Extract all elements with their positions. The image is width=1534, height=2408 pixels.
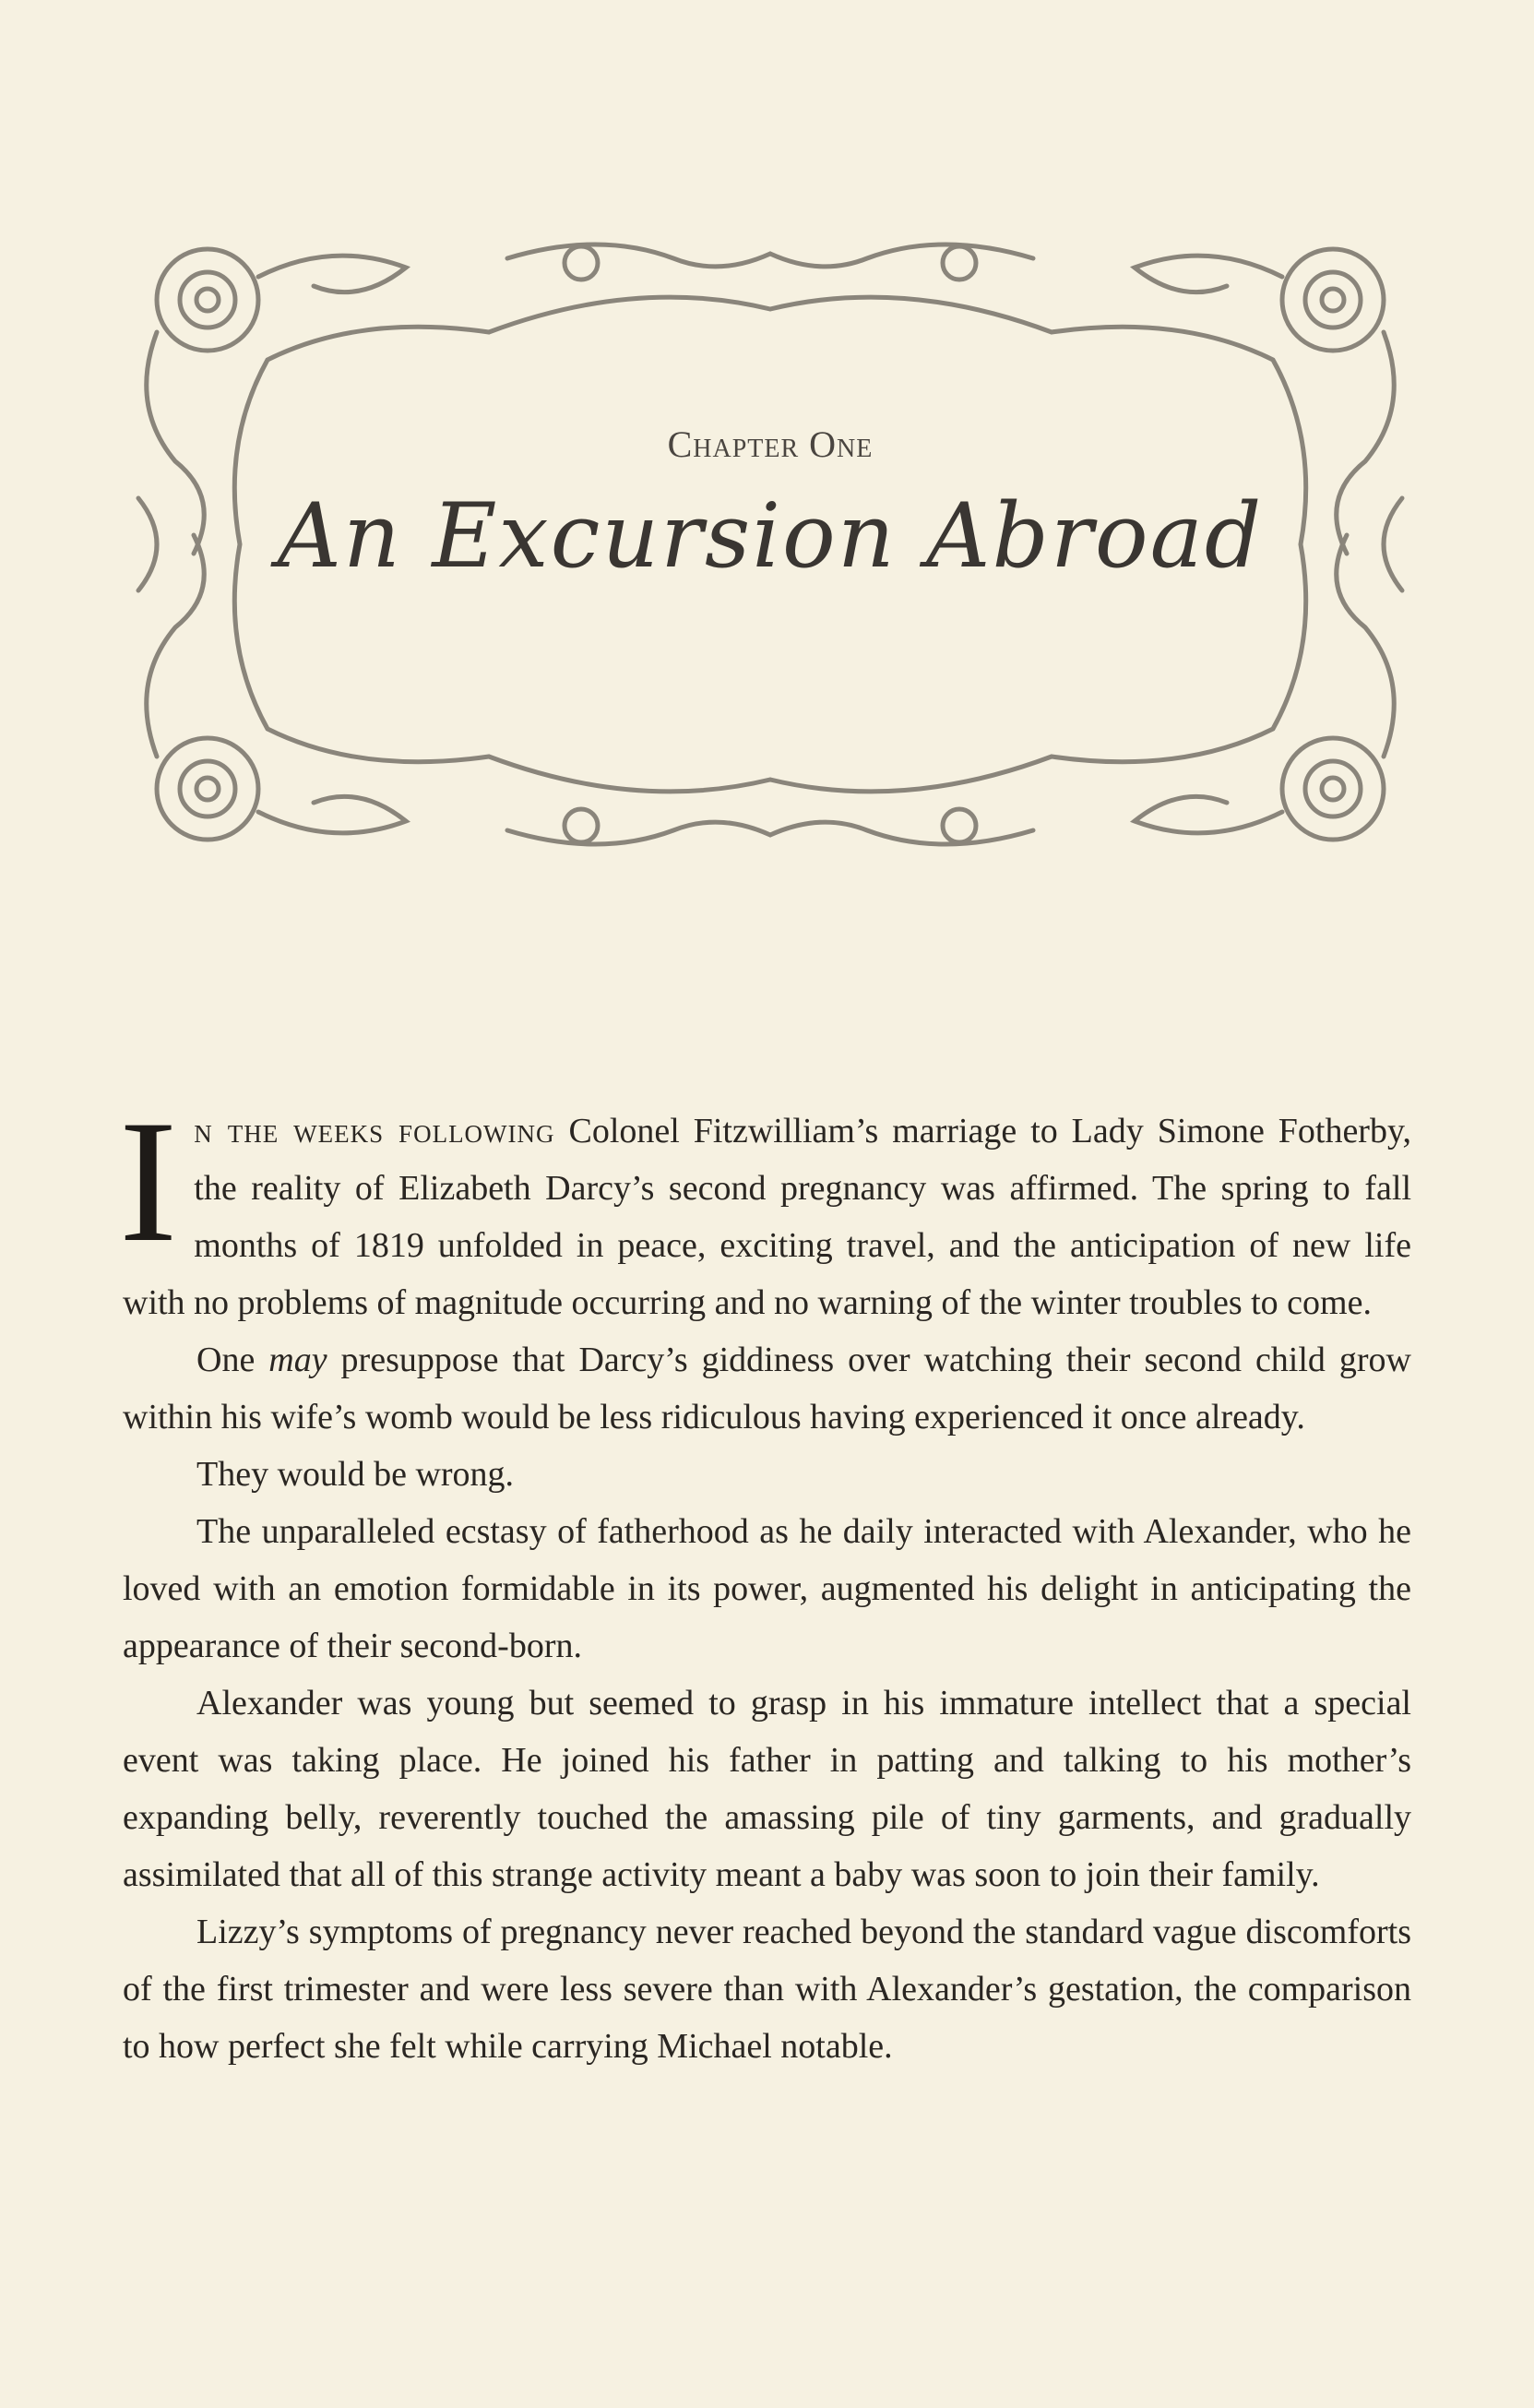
paragraph-5: Alexander was young but seemed to grasp in his immature intellect that a special event was taking place. He joined his father in patting and talking to his mother’s expanding belly, reverently touched the amassing pile of tiny garments, and gradually assimilated that all of this strange activity meant a baby was soon to join their family.	[123, 1684, 1411, 1894]
paragraph-3: They would be wrong.	[196, 1455, 515, 1494]
drop-cap: I	[119, 1085, 178, 1279]
body-text	[119, 1085, 1411, 2075]
paragraph-6: Lizzy’s symptoms of pregnancy never reached beyond the standard vague discomforts of the first trimester and were less severe than with Alexander’s gestation, the comparison to how perfect she felt while carrying Michael notable.	[123, 1913, 1411, 2066]
paragraph-1-text: Colonel Fitzwilliam’s marriage to Lady Simone Fotherby, the reality of Elizabeth Darcy’s second pregnancy was affirmed. The spring to fall months of 1819 unfolded in peace, exciting travel, and the anticipation of new life with no problems of magnitude occurring and no warning of the winter troubles to come.	[123, 1112, 1411, 1322]
lead-in-small-caps: n the weeks following	[194, 1112, 555, 1150]
chapter-number: Chapter One	[667, 423, 874, 465]
paragraph-1	[119, 1085, 1411, 1331]
emphasis: may	[268, 1341, 327, 1379]
chapter-title: An Excursion Abroad	[277, 484, 1264, 588]
chapter-heading-frame	[120, 221, 1421, 867]
paragraph-4: The unparalleled ecstasy of fatherhood as he daily interacted with Alexander, who he loved with an emotion formidable in its power, augmented his delight in anticipating the appearance of their second-born.	[123, 1512, 1411, 1665]
paragraph-2: One may presuppose that Darcy’s giddiness over watching their second child grow within his wife’s womb would be less ridiculous having experienced it once already.	[123, 1341, 1411, 1436]
